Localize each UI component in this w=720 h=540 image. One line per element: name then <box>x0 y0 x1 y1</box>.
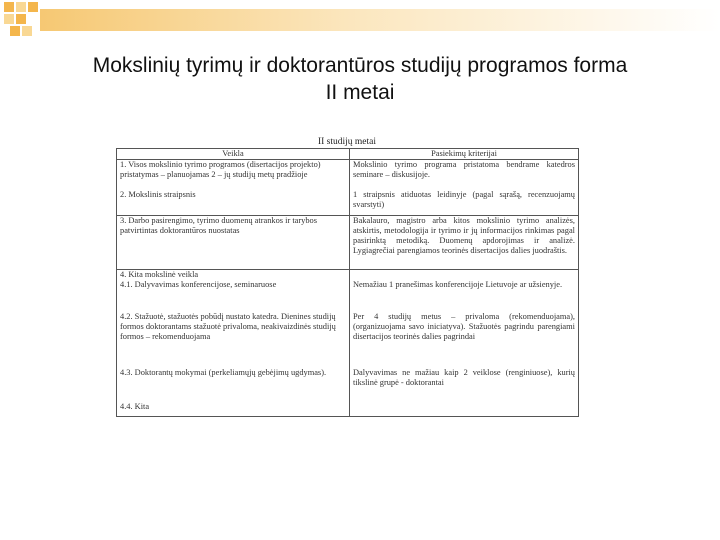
column-header-criteria: Pasiekimų kriterijai <box>350 149 579 160</box>
slide-title <box>0 52 720 106</box>
criteria-cell: Dalyvavimas ne mažiau kaip 2 veiklose (renginiuose), kurių tikslinė grupė - doktorantai <box>350 368 579 402</box>
criteria-cell: Mokslinio tyrimo programa pristatoma bendrame katedros seminare – diskusijoje. <box>350 160 579 190</box>
activity-cell: 4.3. Doktorantų mokymai (perkeliamųjų gebėjimų ugdymas). <box>117 368 350 402</box>
document-heading: II studijų metai <box>317 137 377 147</box>
criteria-cell: 1 straipsnis atiduotas leidinyje (pagal sąrašą, recenzuojamų svarstyti) <box>350 190 579 216</box>
criteria-cell: Bakalauro, magistro arba kitos mokslinio tyrimo analizės, atskirtis, metodologija ir tyrimo ir jų informacijos rinkimas pagal pasirinktą metodiką. Duomenų apdorojimas ir analizė. Lygiagrečiai parengiamos teorinės disertacijos dalies juodraštis. <box>350 216 579 270</box>
table-row <box>117 280 579 312</box>
table-header-row <box>117 149 579 160</box>
table-row <box>117 402 579 416</box>
table-row <box>117 312 579 368</box>
decor-square <box>28 2 38 12</box>
decorative-header <box>0 0 720 50</box>
criteria-cell <box>350 270 579 281</box>
document-image <box>116 136 578 426</box>
decor-square <box>16 2 26 12</box>
decor-square <box>10 26 20 36</box>
criteria-cell <box>350 402 579 416</box>
header-gradient-band <box>40 9 720 31</box>
activity-cell: 1. Visos mokslinio tyrimo programos (disertacijos projekto) pristatymas – planuojamas 2 – jų studijų metų pradžioje <box>117 160 350 190</box>
decor-square <box>4 14 14 24</box>
table-row <box>117 270 579 281</box>
table-row <box>117 368 579 402</box>
activity-cell: 4.2. Stažuotė, stažuotės pobūdį nustato katedra. Dienines studijų formos doktorantams stažuotė privaloma, neakivaizdinės studijų formos – rekomenduojama <box>117 312 350 368</box>
table-row <box>117 216 579 270</box>
decor-square <box>22 26 32 36</box>
study-plan-table <box>116 148 579 417</box>
table-row <box>117 160 579 190</box>
table-row <box>117 190 579 216</box>
activity-cell: 4.4. Kita <box>117 402 350 416</box>
slide-title-line-1: Mokslinių tyrimų ir doktorantūros studijų programos forma <box>92 54 628 77</box>
column-header-activity: Veikla <box>117 149 350 160</box>
decor-square <box>4 2 14 12</box>
activity-cell: 3. Darbo pasirengimo, tyrimo duomenų atrankos ir tarybos patvirtintas doktorantūros nuostatas <box>117 216 350 270</box>
activity-cell: 4. Kita mokslinė veikla <box>117 270 350 281</box>
activity-cell: 4.1. Dalyvavimas konferencijose, seminaruose <box>117 280 350 312</box>
criteria-cell: Per 4 studijų metus – privaloma (rekomenduojama), (organizuojama savo iniciatyva). Stažuotės pagrindu parengiami disertacijos teorinės dalies pagrindai <box>350 312 579 368</box>
activity-cell: 2. Mokslinis straipsnis <box>117 190 350 216</box>
slide-title-line-2: II metai <box>325 81 395 104</box>
decor-square <box>16 14 26 24</box>
criteria-cell: Nemažiau 1 pranešimas konferencijoje Lietuvoje ar užsienyje. <box>350 280 579 312</box>
